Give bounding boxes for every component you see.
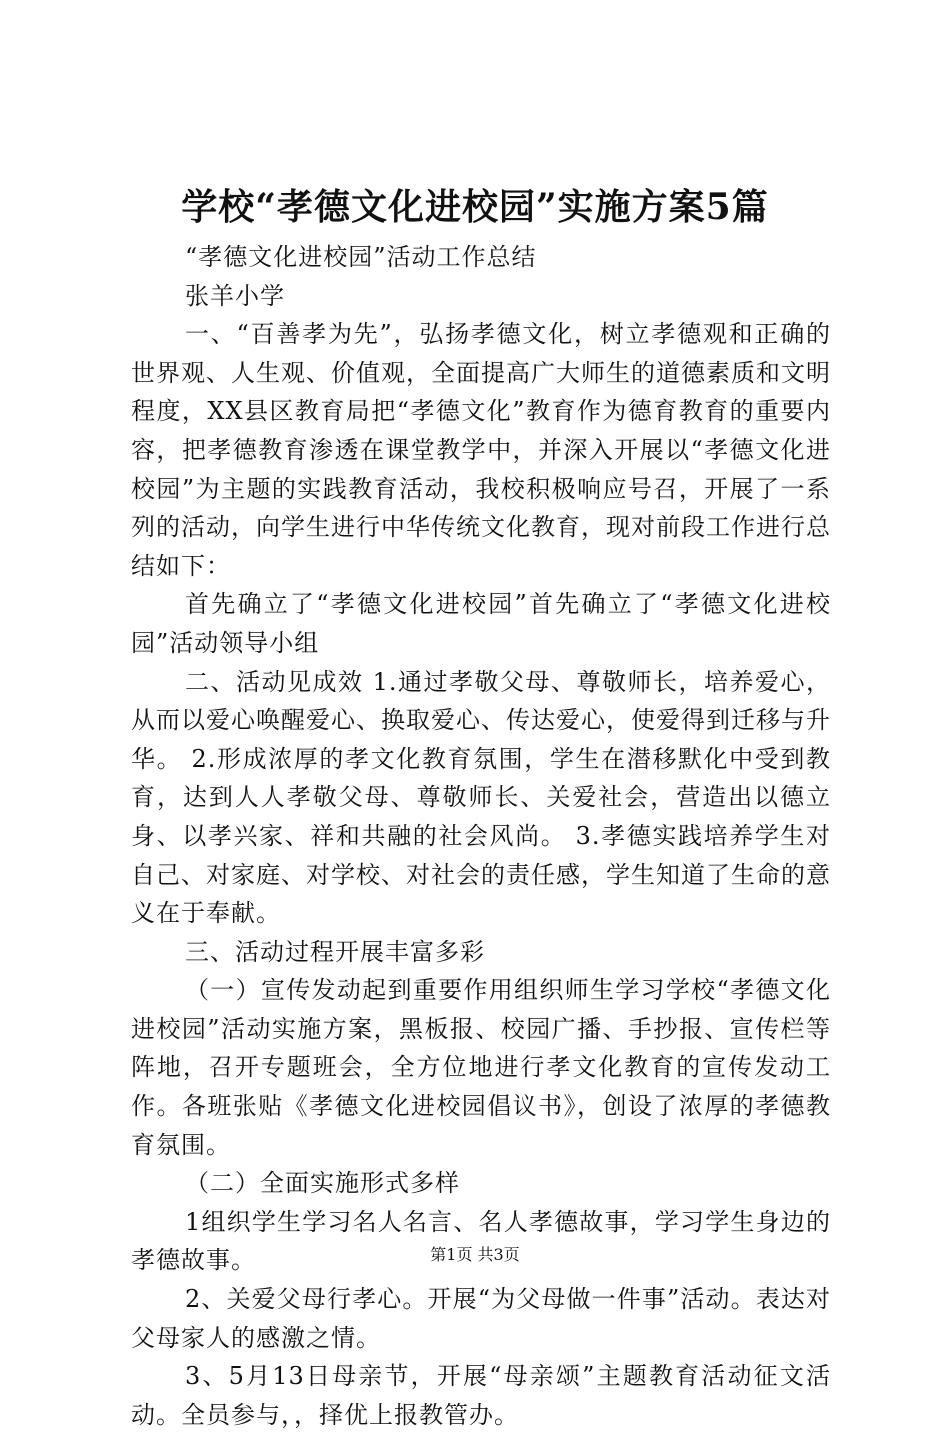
school-name-paragraph: 张羊小学 (185, 281, 285, 310)
document-title: 学校“孝德文化进校园”实施方案5篇 (181, 186, 769, 228)
implementation-heading: （二）全面实施形式多样 (185, 1169, 460, 1198)
list-item-2: 2、关爱父母行孝心。开展“为父母做一件事”活动。表达对父母家人的感激之情。 (131, 1285, 831, 1352)
leadership-group-paragraph: 首先确立了“孝德文化进校园”首先确立了“孝德文化进校园”活动领导小组 (131, 590, 831, 657)
page-footer: 第1页 共3页 (430, 1245, 520, 1264)
section-one-paragraph: 一、“百善孝为先”，弘扬孝德文化，树立孝德观和正确的世界观、人生观、价值观，全面提高广大师生的道德素质和文明程度，XX县区教育局把“孝德文化”教育作为德育教育的重要内容，把孝德教育渗透在课堂教学中，并深入开展以“孝德文化进校园”为主题的实践教育活动，我校积极响应号召，开展了一系列的活动，向学生进行中华传统文化教育，现对前段工作进行总结如下： (131, 320, 831, 580)
list-item-1: 1组织学生学习名人名言、名人孝德故事，学习学生身边的孝德故事。 (131, 1207, 831, 1275)
section-three-heading: 三、活动过程开展丰富多彩 (185, 937, 485, 966)
section-two-paragraph: 二、活动见成效 1.通过孝敬父母、尊敬师长，培养爱心，从而以爱心唤醒爱心、换取爱心、传达爱心，使爱得到迁移与升华。 2.形成浓厚的孝文化教育氛围，学生在潜移默化中受到教育，达到人人孝敬父母、尊敬师长、关爱社会，营造出以德立身、以孝兴家、祥和共融的社会风尚。 3.孝德实践培养学生对自己、对家庭、对学校、对社会的责任感，学生知道了生命的意义在于奉献。 (131, 667, 831, 928)
list-item-3: 3、5月13日母亲节，开展“母亲颂”主题教育活动征文活动。全员参与，，择优上报教管办。 (131, 1362, 831, 1429)
subtitle-paragraph: “孝德文化进校园”活动工作总结 (185, 243, 537, 271)
publicity-paragraph: （一）宣传发动起到重要作用组织师生学习学校“孝德文化进校园”活动实施方案，黑板报、校园广播、手抄报、宣传栏等阵地，召开专题班会，全方位地进行孝文化教育的宣传发动工作。各班张贴《孝德文化进校园倡议书》，创设了浓厚的孝德教育氛围。 (131, 976, 831, 1159)
